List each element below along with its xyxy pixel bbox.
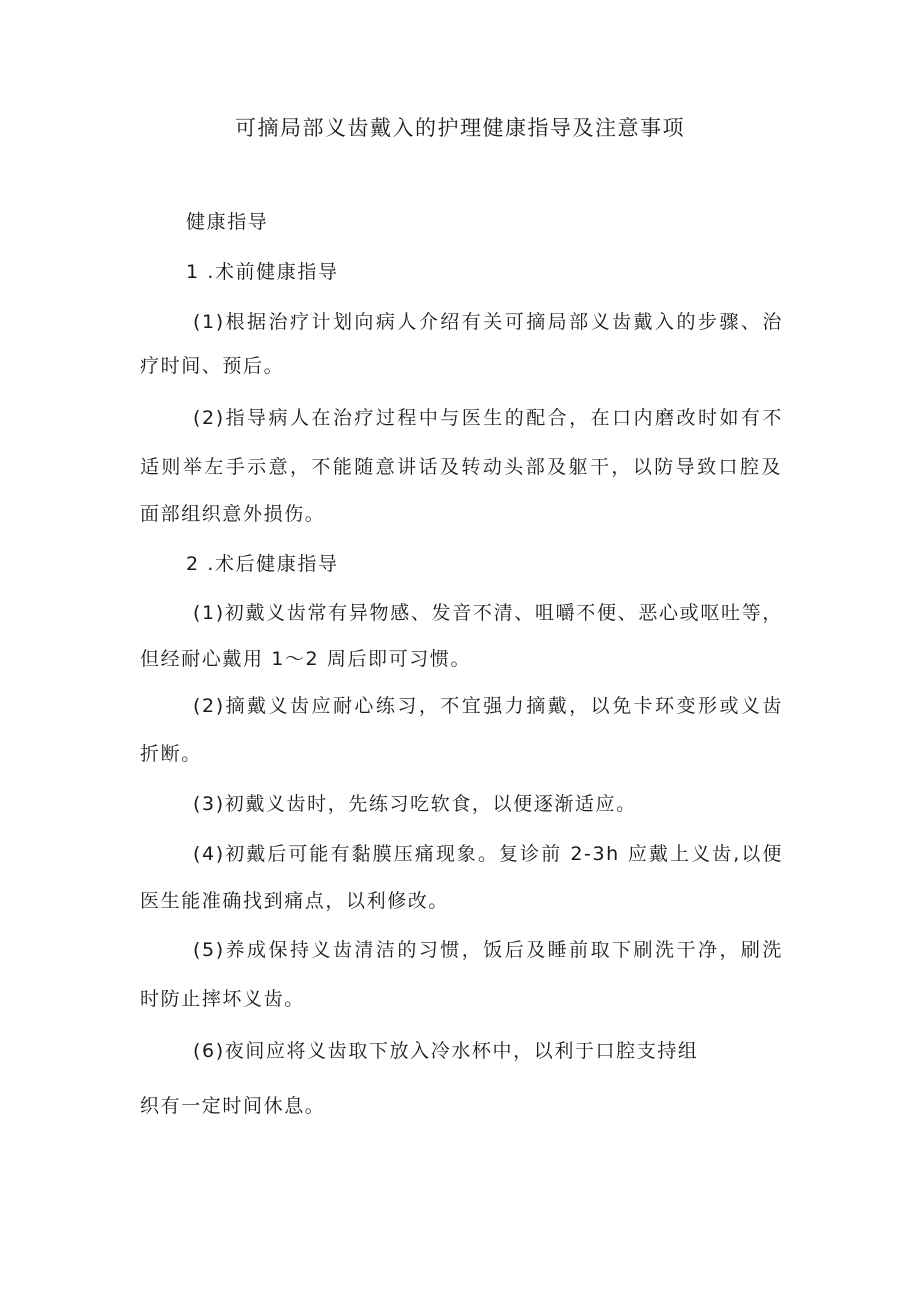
paragraph-line: (1)根据治疗计划向病人介绍有关可摘局部义齿戴入的步骤、治 xyxy=(193,311,783,333)
paragraph-line: 面部组织意外损伤。 xyxy=(140,503,326,525)
paragraph-line: (2)指导病人在治疗过程中与医生的配合，在口内磨改时如有不 xyxy=(193,407,783,429)
paragraph-line: (5)养成保持义齿清洁的习惯，饭后及睡前取下刷洗干净，刷洗 xyxy=(193,939,783,961)
paragraph-line: 时防止摔坏义齿。 xyxy=(140,988,305,1010)
paragraph-line: (1)初戴义齿常有异物感、发音不清、咀嚼不便、恶心或呕吐等， xyxy=(193,602,783,624)
paragraph-line: (6)夜间应将义齿取下放入冷水杯中，以利于口腔支持组 xyxy=(193,1040,699,1062)
paragraph-line: 折断。 xyxy=(140,743,202,765)
paragraph-line: 适则举左手示意，不能随意讲话及转动头部及躯干，以防导致口腔及 xyxy=(140,456,782,478)
subsection-heading-postop: 2 .术后健康指导 xyxy=(186,553,339,575)
paragraph-line: 医生能准确找到痛点，以利修改。 xyxy=(140,890,450,912)
paragraph-line: (3)初戴义齿时，先练习吃软食，以便逐渐适应。 xyxy=(193,793,637,815)
paragraph-line: 疗时间、预后。 xyxy=(140,355,285,377)
document-title: 可摘局部义齿戴入的护理健康指导及注意事项 xyxy=(235,116,685,140)
subsection-heading-preop: 1 .术前健康指导 xyxy=(186,261,339,283)
paragraph-line: 织有一定时间休息。 xyxy=(140,1095,326,1117)
paragraph-line: (4)初戴后可能有黏膜压痛现象。复诊前 2-3h 应戴上义齿,以便 xyxy=(193,843,783,865)
section-heading: 健康指导 xyxy=(186,211,269,233)
paragraph-line: (2)摘戴义齿应耐心练习，不宜强力摘戴，以免卡环变形或义齿 xyxy=(193,695,783,717)
paragraph-line: 但经耐心戴用 1～2 周后即可习惯。 xyxy=(140,648,472,670)
